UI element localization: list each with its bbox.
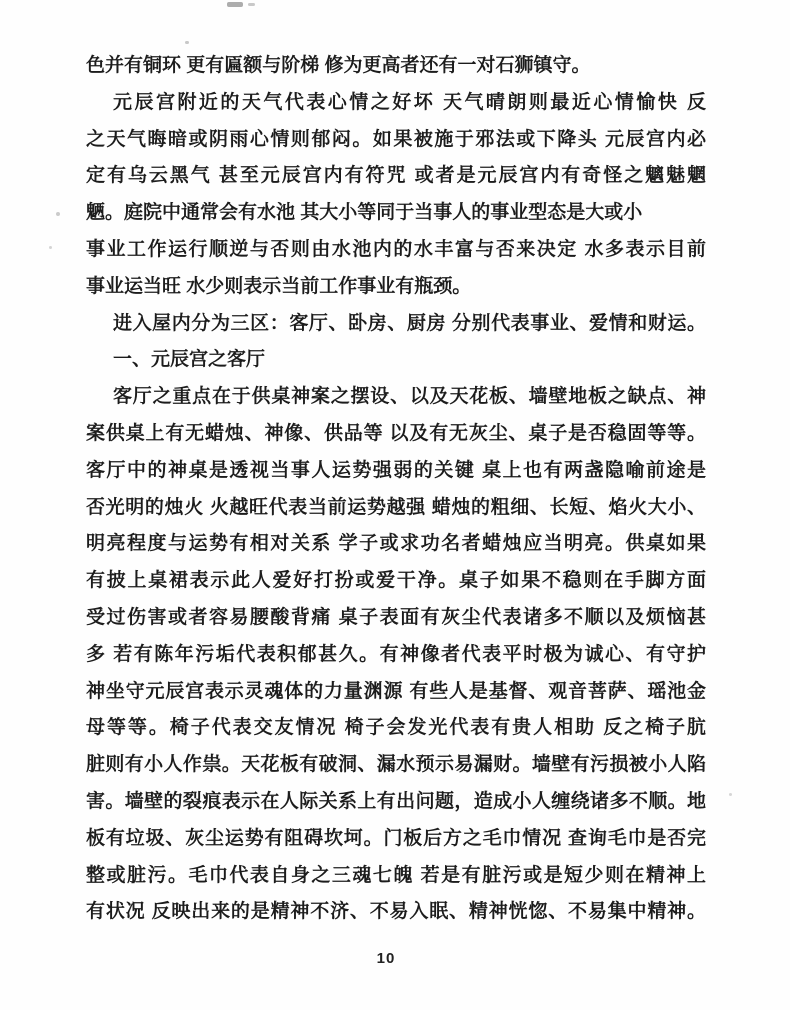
text-line: 多 若有陈年污垢代表积郁甚久。有神像者代表平时极为诚心、有守护 <box>86 643 706 665</box>
text-line: 否光明的烛火 火越旺代表当前运势越强 蜡烛的粗细、长短、焰火大小、 <box>86 496 706 518</box>
scan-speck <box>56 212 60 216</box>
scan-speck <box>729 793 732 796</box>
text-line: 神坐守元辰宫表示灵魂体的力量渊源 有些人是基督、观音菩萨、瑶池金 <box>86 680 706 702</box>
scan-speck <box>49 246 52 249</box>
text-line: 母等等。椅子代表交友情况 椅子会发光代表有贵人相助 反之椅子肮 <box>86 717 706 739</box>
text-line: 受过伤害或者容易腰酸背痛 桌子表面有灰尘代表诸多不顺以及烦恼甚 <box>86 606 706 628</box>
text-line: 事业运当旺 水少则表示当前工作事业有瓶颈。 <box>86 275 472 297</box>
scan-speck <box>185 41 189 44</box>
text-line: 明亮程度与运势有相对关系 学子或求功名者蜡烛应当明亮。供桌如果 <box>86 533 706 555</box>
text-line: 魉。庭院中通常会有水池 其大小等同于当事人的事业型态是大或小 <box>86 202 643 224</box>
text-line: 有状况 反映出来的是精神不济、不易入眠、精神恍惚、不易集中精神。 <box>86 901 706 923</box>
text-line: 元辰宫附近的天气代表心情之好坏 天气晴朗则最近心情愉快 反 <box>113 91 706 113</box>
text-line: 进入屋内分为三区：客厅、卧房、厨房 分别代表事业、爱情和财运。 <box>113 312 706 334</box>
scan-speck <box>227 2 243 7</box>
scan-speck <box>248 3 255 6</box>
page-number: 10 <box>376 950 396 967</box>
text-line: 客厅之重点在于供桌神案之摆设、以及天花板、墙壁地板之缺点、神 <box>113 386 706 408</box>
text-line: 案供桌上有无蜡烛、神像、供品等 以及有无灰尘、桌子是否稳固等等。 <box>86 422 706 444</box>
text-line: 害。墙壁的裂痕表示在人际关系上有出问题，造成小人缠绕诸多不顺。地 <box>86 790 706 812</box>
text-line: 事业工作运行顺逆与否则由水池内的水丰富与否来决定 水多表示目前 <box>86 238 706 260</box>
text-line: 有披上桌裙表示此人爱好打扮或爱干净。桌子如果不稳则在手脚方面 <box>86 570 706 592</box>
text-line: 一、元辰宫之客厅 <box>113 349 266 371</box>
text-block <box>86 48 706 931</box>
text-line: 之天气晦暗或阴雨心情则郁闷。如果被施于邪法或下降头 元辰宫内必 <box>86 128 706 150</box>
text-line: 板有垃圾、灰尘运势有阻碍坎坷。门板后方之毛巾情况 查询毛巾是否完 <box>86 827 706 849</box>
text-line: 脏则有小人作祟。天花板有破洞、漏水预示易漏财。墙壁有污损被小人陷 <box>86 754 706 776</box>
text-line: 定有乌云黑气 甚至元辰宫内有符咒 或者是元辰宫内有奇怪之魑魅魍 <box>86 165 706 187</box>
text-line: 整或脏污。毛巾代表自身之三魂七魄 若是有脏污或是短少则在精神上 <box>86 864 706 886</box>
text-line: 色并有铜环 更有匾额与阶梯 修为更高者还有一对石狮镇守。 <box>86 55 591 76</box>
text-line: 客厅中的神桌是透视当事人运势强弱的关键 桌上也有两盏隐喻前途是 <box>86 459 706 481</box>
